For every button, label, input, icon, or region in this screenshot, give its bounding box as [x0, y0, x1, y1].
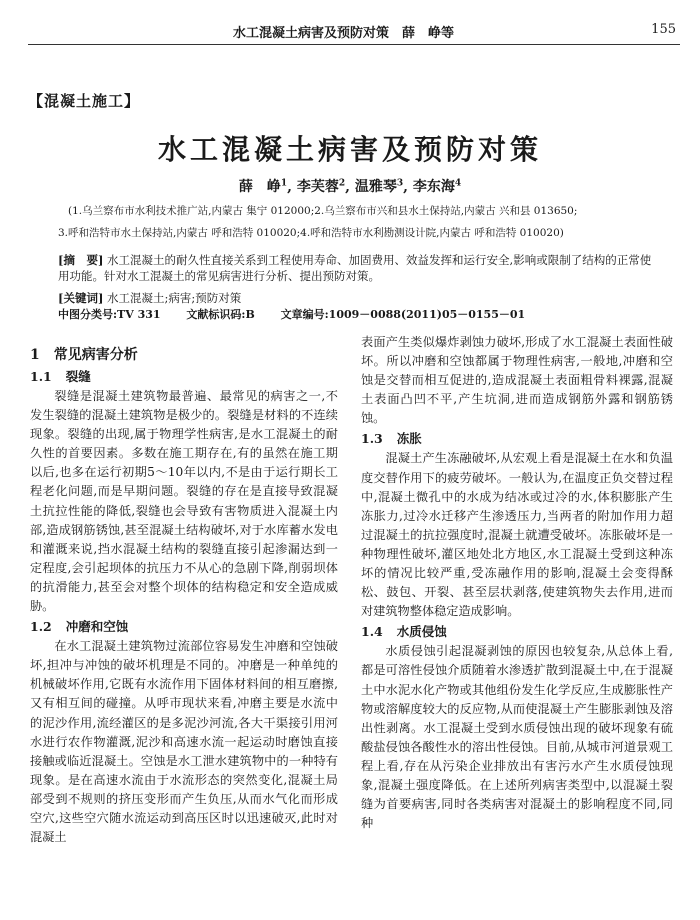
subsection-title: 水质侵蚀 — [396, 624, 447, 640]
subsection-heading — [30, 616, 338, 637]
abstract-text: 水工混凝土的耐久性直接关系到工程使用寿命、加固费用、效益发挥和运行安全,影响或限制了结构的正常使用功能。针对水工混凝土的常见病害进行分析、提出预防对策。 — [58, 253, 652, 283]
author-affil-mark: 4 — [454, 178, 462, 189]
clc-number: 中图分类号:TV 331 — [58, 308, 161, 321]
subsection-heading — [361, 621, 673, 642]
right-column — [361, 333, 673, 833]
section-tag: 【混凝土施工】 — [28, 92, 141, 110]
running-header — [28, 18, 680, 45]
author-affil-mark: 1 — [280, 178, 288, 189]
keywords-text: 水工混凝土;病害;预防对策 — [107, 291, 242, 305]
author-separator: , — [287, 179, 292, 195]
author-separator: , — [403, 179, 409, 195]
article-number: 文章编号:1009－0088(2011)05－0155－01 — [280, 308, 526, 321]
affiliation-line: (1.乌兰察布市水利技术推广站,内蒙古 集宁 012000;2.乌兰察布市兴和县水土保持站,内蒙古 兴和县 013650; — [68, 205, 578, 217]
body-paragraph: 混凝土产生冻融破坏,从宏观上看是混凝土在水和负温度交替作用下的疲劳破坏。一般认为,在温度正负交替过程中,混凝土微孔中的水成为结冰或过冷的水,体积膨胀产生冻胀力,过冷水迁移产生渗透压力,当两者的附加作用力超过混凝土的抗拉强度时,混凝土就遭受破坏。冻胀破坏是一种物理性破坏,灌区地处北方地区,水工混凝土受到这种冻坏的情况比较严重,受冻融作用的影响,混凝土会变得酥松、鼓包、开裂、甚至层状剥落,使建筑物失去作用,进而对建筑物整体稳定造成影响。 — [361, 451, 673, 619]
author-line — [0, 176, 700, 196]
author-name: 温雅琴 — [354, 179, 397, 195]
page-number: 155 — [651, 22, 676, 37]
document-code: 文献标识码:B — [186, 308, 255, 321]
subsection-number: 1.3 — [361, 431, 383, 447]
article-title: 水工混凝土病害及预防对策 — [157, 133, 542, 166]
subsection-title: 冲磨和空蚀 — [65, 619, 129, 635]
section-number: 1 — [30, 347, 40, 363]
body-paragraph: 表面产生类似爆炸剥蚀力破坏,形成了水工混凝土表面性破坏。所以冲磨和空蚀都属于物理性病害,一般地,冲磨和空蚀是交替而相互促进的,造成混凝土表面粗骨料裸露,混凝土表面凸凹不平,产生坑洞,进而造成钢筋外露和钢筋锈蚀。 — [361, 335, 673, 426]
keywords — [58, 290, 658, 306]
subsection-number: 1.4 — [361, 624, 383, 640]
abstract — [58, 252, 658, 284]
keywords-label: [关键词] — [58, 291, 104, 305]
classification-line — [58, 306, 658, 322]
abstract-label: [摘 要] — [58, 253, 104, 267]
author-name: 李芙蓉 — [296, 179, 339, 195]
subsection-number: 1.2 — [30, 619, 52, 635]
section-heading — [30, 344, 338, 366]
subsection-heading — [361, 428, 673, 449]
body-paragraph: 水质侵蚀引起混凝剥蚀的原因也较复杂,从总体上看,都是可溶性侵蚀介质随着水渗透扩散到混凝土中,在于混凝土中水泥水化产物或其他组份发生化学反应,生成膨胀性产物或溶解度较大的反应物,从而使混凝土产生膨胀剥蚀及溶出性剥离。水工混凝土受到水质侵蚀出现的破坏现象有硫酸盐侵蚀各酸性水的溶出性侵蚀。目前,从城市河道景观工程上看,存在从污染企业排放出有害污水产生水质侵蚀现象,混凝土强度降低。在上述所列病害类型中,以混凝土裂缝为首要病害,同时各类病害对混凝土的影响程度不同,同种 — [361, 644, 673, 831]
author-affil-mark: 3 — [396, 178, 404, 189]
author-affil-mark: 2 — [338, 178, 346, 189]
body-paragraph: 在水工混凝土建筑物过流部位容易发生冲磨和空蚀破坏,担冲与冲蚀的破坏机理是不同的。冲磨是一种单纯的机械破坏作用,它既有水流作用下固体材料间的相互磨擦,又有相互间的碰撞。从呼市现状来看,冲磨主要是水流中的泥沙作用,流经灌区的是多泥沙河流,各大干渠接引用河水进行农作物灌溉,泥沙和高速水流一起运动时磨蚀直接接触或临近混凝土。空蚀是水工泄水建筑物中的一种特有现象。是在高速水流由于水流形态的突然变化,混凝土局部受到不规则的挤压变形而产生负压,从而水气化而形成空穴,这些空穴随水流运动到高压区时以迅速破灭,此时对混凝土 — [30, 639, 338, 845]
author-name: 李东海 — [412, 179, 455, 195]
author-name: 薛 峥 — [238, 179, 281, 195]
body-paragraph: 裂缝是混凝土建筑物最普遍、最常见的病害之一,不发生裂缝的混凝土建筑物是极少的。裂缝是材料的不连续现象。裂缝的出现,属于物理学性病害,是水工混凝土的耐久性的首要因素。多数在施工期存在,有的虽然在施工期以后,也多在运行初期5～10年以内,不是由于运行期长工程老化问题,而是早期问题。裂缝的存在是直接导致混凝土抗拉性能的降低,裂缝也会导致有害物质进入混凝土内部,造成钢筋锈蚀,甚至混凝土结构破坏,对于水库蓄水发电和灌溉来说,挡水混凝土结构的裂缝直接引起渗漏达到一定程度,会引起坝体的抗压力不从心的急剧下降,削弱坝体的抗滑能力,甚至会对整个坝体的结构稳定和安全造成威胁。 — [30, 389, 338, 614]
affiliation-line: 3.呼和浩特市水土保持站,内蒙古 呼和浩特 010020;4.呼和浩特市水利勘测设计院,内蒙古 呼和浩特 010020) — [58, 227, 564, 239]
left-column — [30, 344, 338, 847]
subsection-title: 裂缝 — [65, 369, 91, 384]
section-title: 常见病害分析 — [53, 347, 138, 363]
author-separator: , — [345, 179, 350, 195]
subsection-heading — [30, 366, 338, 387]
subsection-title: 冻胀 — [396, 431, 422, 447]
subsection-number: 1.1 — [30, 369, 52, 384]
running-title: 水工混凝土病害及预防对策 薛 峥等 — [233, 26, 455, 41]
